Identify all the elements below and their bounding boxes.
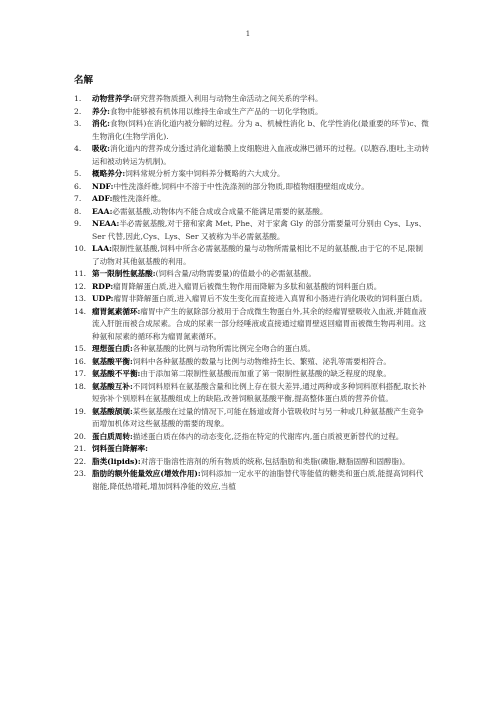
term-item (74, 243, 430, 268)
term-name: 动物营养学: (92, 94, 133, 103)
term-name: 脂类(lipids): (92, 456, 141, 466)
term-entry (92, 468, 430, 493)
term-item (74, 406, 430, 431)
term-number: 8. (74, 206, 82, 216)
term-number: 1. (74, 94, 82, 103)
term-number: 6. (74, 181, 82, 191)
term-entry (92, 143, 430, 168)
term-name: 脂肪的额外能量效应(增效作用): (92, 469, 201, 478)
term-definition: 中性洗涤纤维,饲料中不溶于中性洗涤剂的部分物质,即植物细胞壁组成成分。 (113, 181, 369, 191)
term-definition: 研究营养物质摄入利用与动物生命活动之间关系的学科。 (132, 94, 323, 103)
term-entry (92, 356, 430, 369)
term-entry (92, 343, 430, 356)
term-name: 氨基酸互补: (92, 381, 133, 391)
term-number: 15. (74, 344, 87, 353)
term-item (74, 368, 430, 381)
term-entry (92, 218, 430, 243)
term-item (74, 381, 430, 406)
term-name: 养分: (92, 106, 110, 116)
term-item (74, 93, 430, 106)
term-name: 氨基酸平衡: (92, 356, 133, 366)
term-name: LAA: (92, 244, 112, 253)
term-entry (92, 368, 430, 381)
term-name: NDF: (92, 181, 114, 191)
term-entry (92, 193, 430, 206)
term-entry (92, 181, 430, 194)
term-definition: 描述蛋白质在体内的动态变化,泛指在特定的代谢库内,蛋白质被更新替代的过程。 (132, 431, 404, 441)
term-number: 11. (74, 269, 87, 278)
term-entry (92, 93, 430, 106)
term-definition: 某些氨基酸在过量的情况下,可能在肠道或肾小管吸收时与另一种或几种氨基酸产生竞争而增加机体对这些氨基酸的需要的现象。 (92, 406, 424, 428)
term-item (74, 281, 430, 294)
term-item (74, 143, 430, 168)
term-item (74, 181, 430, 194)
term-item (74, 118, 430, 143)
term-number: 22. (74, 456, 87, 466)
term-number: 2. (74, 106, 82, 116)
term-number: 20. (74, 431, 87, 441)
term-entry (92, 381, 430, 406)
term-item (74, 356, 430, 369)
term-number: 5. (74, 169, 82, 178)
term-entry (92, 443, 430, 456)
term-name: 瘤胃氮素循环: (92, 306, 141, 316)
term-definition: 食物(饲料)在消化道内被分解的过程。分为 a、机械性消化 b、化学性消化(最重要的环节)c、微生物消化(生物学消化). (92, 119, 429, 141)
term-entry (92, 293, 430, 306)
term-item (74, 268, 430, 281)
term-entry (92, 243, 430, 268)
term-definition: 食物中能够被有机体用以维持生命或生产产品的一切化学物质。 (110, 106, 323, 116)
term-number: 3. (74, 119, 82, 128)
term-number: 9. (74, 219, 82, 228)
term-item (74, 193, 430, 206)
term-entry (92, 281, 430, 294)
term-number: 18. (74, 381, 87, 391)
term-name: 饲料蛋白降解率: (92, 444, 148, 453)
term-entry (92, 431, 430, 444)
term-number: 12. (74, 281, 87, 291)
term-entry (92, 456, 430, 469)
term-entry (92, 406, 430, 431)
term-definition: 瘤胃降解蛋白质,进入瘤胃后被微生物作用而降解为多肽和氨基酸的饲料蛋白质。 (113, 281, 382, 291)
term-definition: 必需氨基酸,动物体内不能合成或合成量不能满足需要的氨基酸。 (112, 206, 328, 216)
term-definition: 酸性洗涤纤维。 (112, 194, 166, 203)
term-definition: 不同饲料原料在氨基酸含量和比例上存在很大差异,通过两种或多种饲料原料搭配,取长补短弥补个别原料在氨基酸组成上的缺陷,改善饲粮氨基酸平衡,提高整体蛋白质的营养价值。 (92, 381, 427, 403)
term-name: ADF: (92, 194, 113, 203)
term-entry (92, 206, 430, 219)
term-name: 理想蛋白质: (92, 344, 133, 353)
term-entry (92, 106, 430, 119)
term-name: 氨基酸颉颃: (92, 406, 133, 416)
term-item (74, 343, 430, 356)
term-number: 14. (74, 306, 87, 316)
term-item (74, 306, 430, 344)
term-name: 第一限制性氨基酸: (92, 269, 156, 278)
term-number: 10. (74, 244, 87, 253)
term-definition: 饲料常规分析方案中饲料养分概略的六大成分。 (125, 169, 285, 178)
term-name: 蛋白质周转: (92, 431, 133, 441)
term-definition: 饲料中各种氨基酸的数量与比例与动物维持生长、繁殖、泌乳等需要相符合。 (132, 356, 391, 366)
term-entry (92, 306, 430, 344)
term-item (74, 431, 430, 444)
term-definition: 各种氨基酸的比例与动物所需比例完全吻合的蛋白质。 (132, 344, 316, 353)
term-item (74, 218, 430, 243)
term-name: EAA: (92, 206, 113, 216)
term-name: 吸收: (92, 144, 110, 153)
term-item (74, 443, 430, 456)
term-number: 19. (74, 406, 87, 416)
term-name: 氨基酸不平衡: (92, 369, 141, 378)
term-entry (92, 118, 430, 143)
term-name: NEAA: (92, 219, 120, 228)
term-definition: 饲料添加一定水平的油脂替代等能值的糖类和蛋白质,能提高饲料代谢能,降低热增耗,增加饲料净能的效应,当植 (92, 469, 424, 491)
term-number: 7. (74, 194, 82, 203)
term-number: 21. (74, 444, 87, 453)
term-item (74, 293, 430, 306)
term-number: 16. (74, 356, 87, 366)
term-definition: 对溶于脂溶性溶剂的所有物质的统称,包括脂肪和类脂(磷脂,糖脂固醇和固醇脂)。 (140, 456, 410, 466)
term-definition: 半必需氨基酸,对于猪和家禽 Met, Phe、对于家禽 Gly 的部分需要量可分别由 Cys、Lys、Ser 代替,因此,Cys、Lys、Ser 又被称为半必需氨基酸。 (92, 219, 427, 241)
term-item (74, 168, 430, 181)
term-definition: 瘤胃非降解蛋白质,进入瘤胃后不发生变化而直接进入真胃和小肠进行消化吸收的饲料蛋白质。 (113, 294, 428, 303)
term-item (74, 456, 430, 469)
term-number: 17. (74, 369, 87, 378)
term-definition: 由于添加第二限制性氨基酸而加重了第一限制性氨基酸的缺乏程度的现象。 (140, 369, 391, 378)
term-name: 概略养分: (92, 169, 126, 178)
term-item (74, 106, 430, 119)
term-number: 13. (74, 294, 87, 303)
term-number: 4. (74, 144, 82, 153)
term-item (74, 206, 430, 219)
term-number: 23. (74, 469, 87, 478)
term-entry (92, 168, 430, 181)
term-definition: (饲料含量/动物需要量)的值最小的必需氨基酸。 (155, 269, 316, 278)
page-number: 1 (245, 30, 251, 38)
term-definition: 消化道内的营养成分透过消化道黏膜上皮细胞进入血液或淋巴循环的过程。(以胞吞,胞吐,主动转运和被动转运为机制)。 (92, 144, 430, 166)
term-item (74, 468, 430, 493)
term-definition: 瘤胃中产生的氨除部分被用于合成微生物蛋白外,其余的经瘤胃壁吸收入血液,并随血液流入肝脏而被合成尿素。合成的尿素一部分经唾液或直接通过瘤胃壁返回瘤胃而被微生物再利用。这种氨和尿素的循环称为瘤胃氮素循环。 (92, 306, 427, 341)
term-name: UDP: (92, 294, 114, 303)
section-heading: 名解 (74, 75, 94, 86)
term-definition: 限制性氨基酸,饲料中所含必需氨基酸的量与动物所需量相比不足的氨基酸,由于它的不足,限制了动物对其他氨基酸的利用。 (92, 244, 423, 266)
term-list (74, 93, 430, 493)
term-name: 消化: (92, 119, 110, 128)
term-entry (92, 268, 430, 281)
term-name: RDP: (92, 281, 114, 291)
